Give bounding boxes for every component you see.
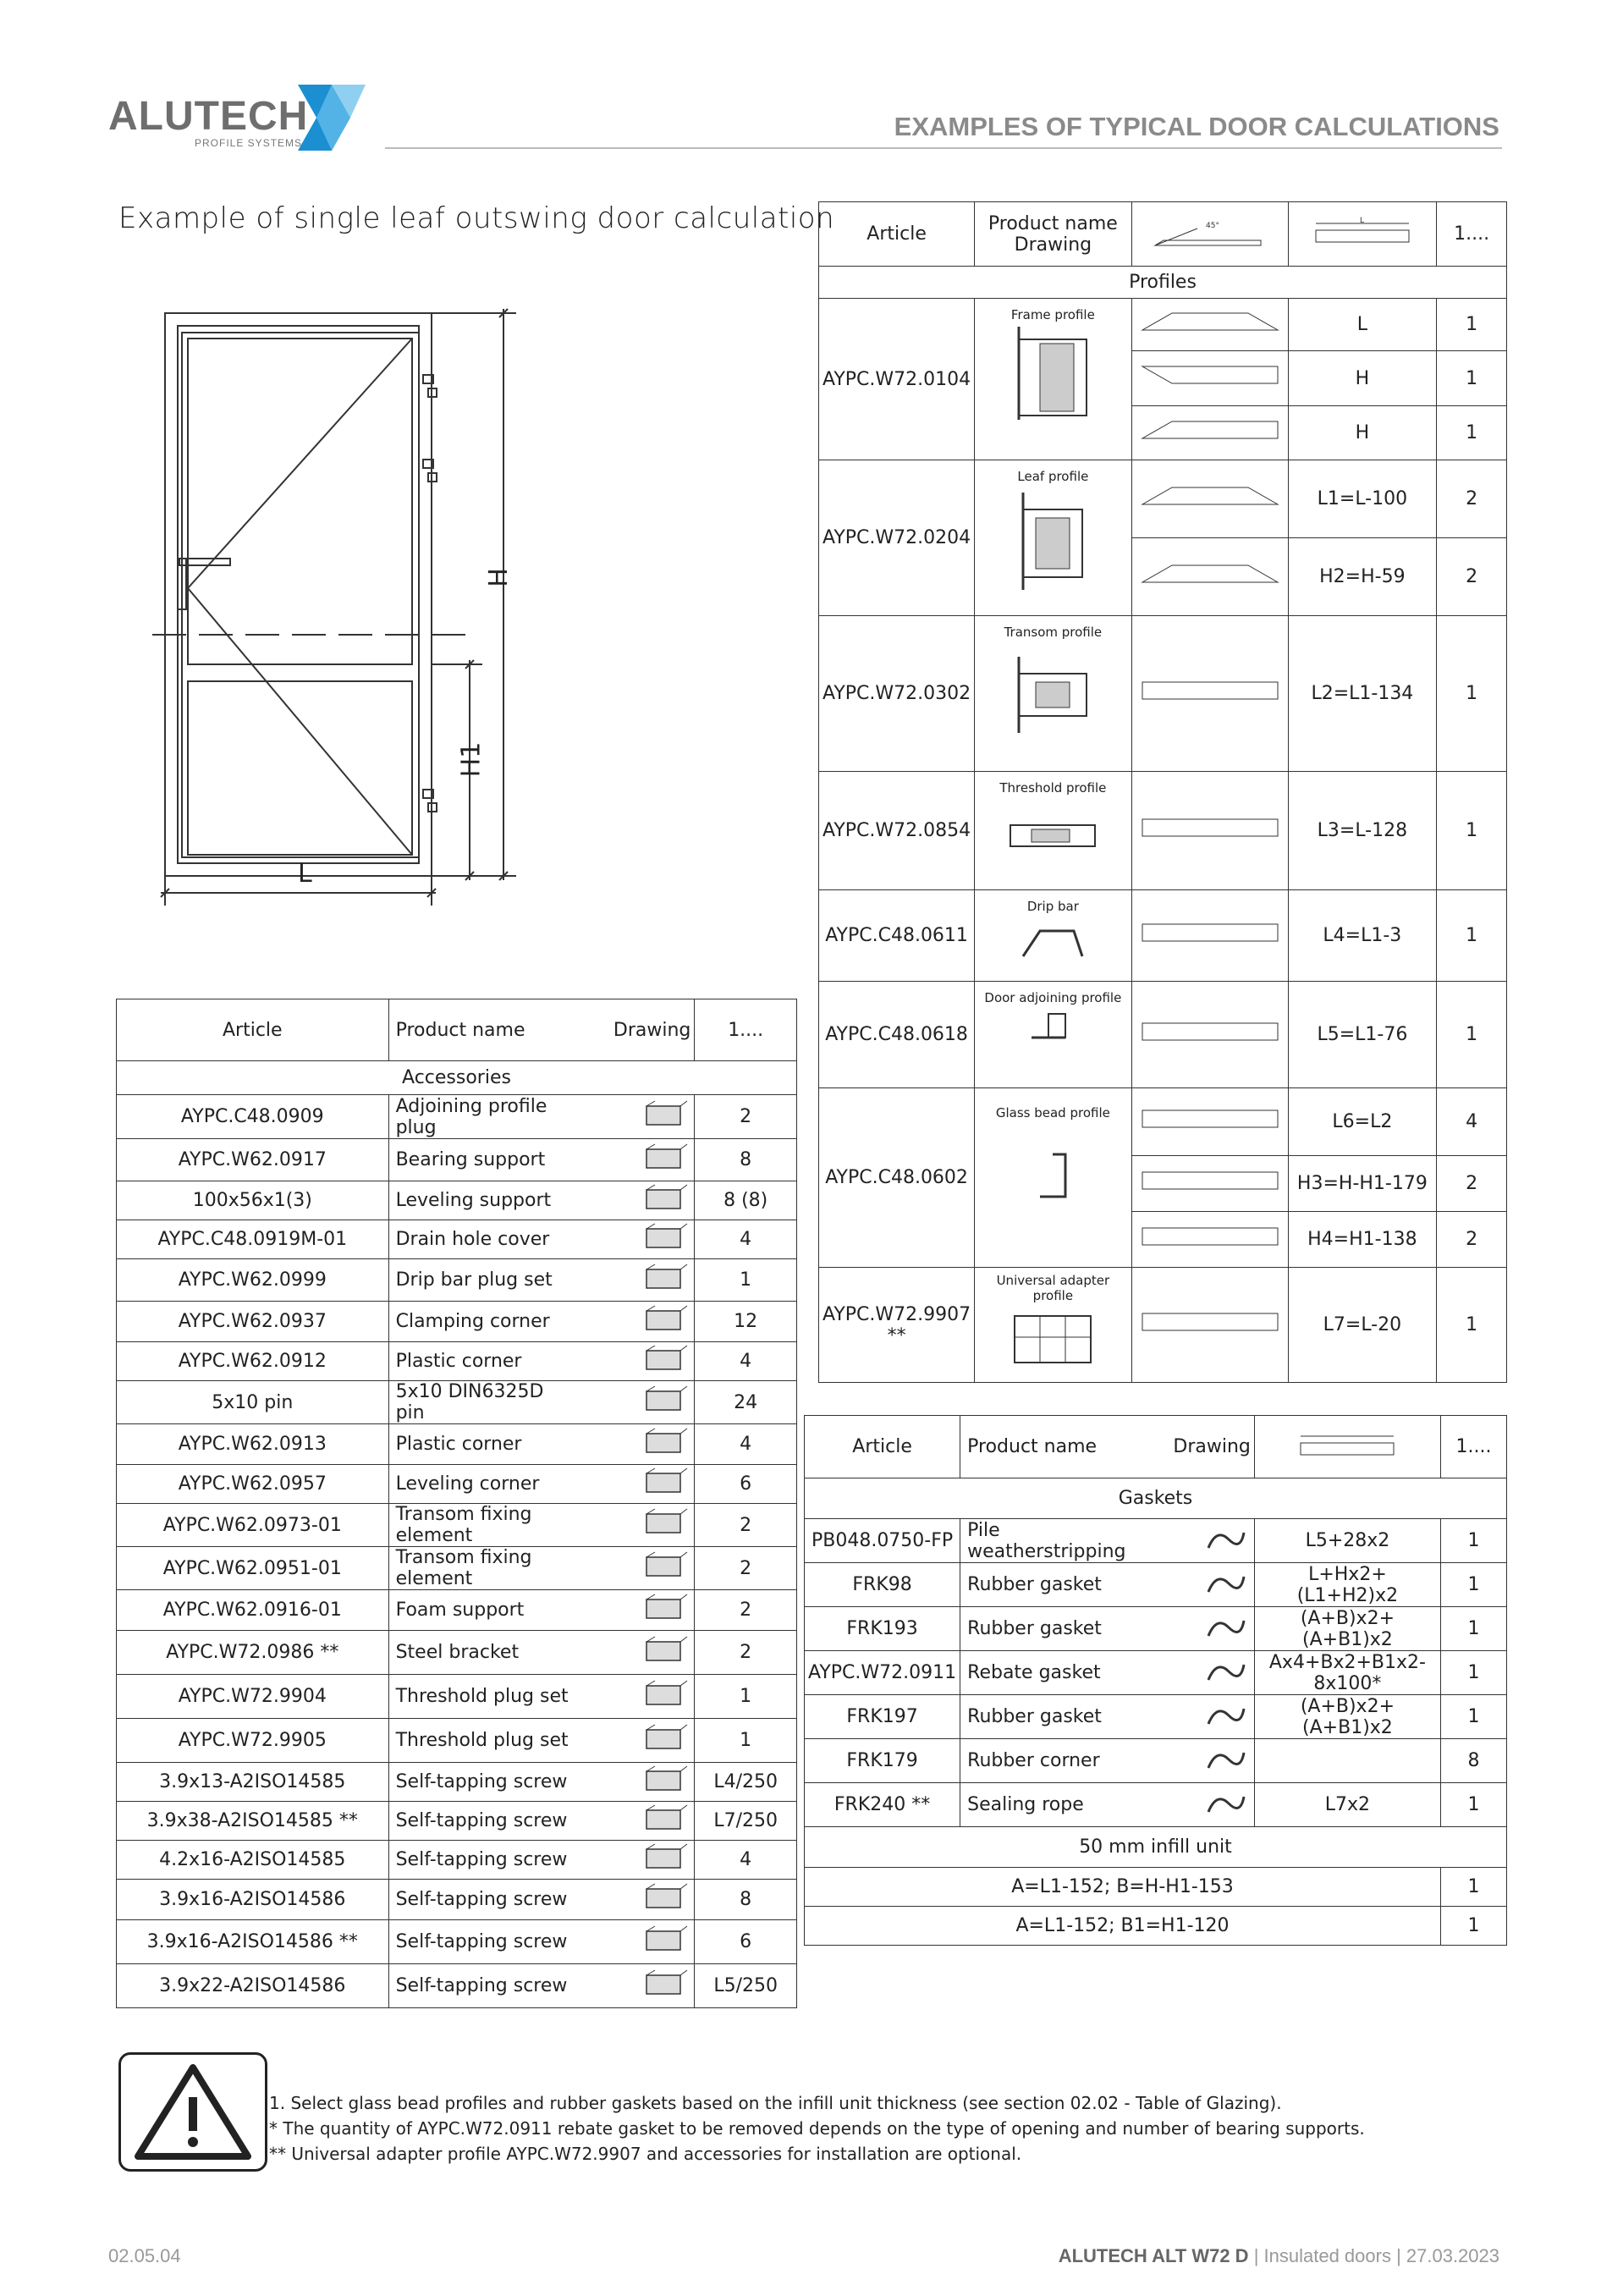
accessory-article: AYPC.W62.0999 xyxy=(117,1259,389,1302)
accessory-article: 5x10 pin xyxy=(117,1381,389,1424)
accessory-article: AYPC.W62.0937 xyxy=(117,1302,389,1342)
accessory-part-icon xyxy=(631,1550,690,1581)
accessory-row xyxy=(117,1631,797,1675)
cut-drawing-icon xyxy=(1138,922,1282,944)
accessory-part-icon xyxy=(631,1803,690,1834)
infill-dimensions: A=L1-152; B1=H1-120 xyxy=(805,1907,1441,1946)
accessory-row xyxy=(117,1259,797,1302)
footer-info: ALUTECH ALT W72 D | Insulated doors | 27.03.2023 xyxy=(1058,2245,1499,2266)
profile-cell: Leaf profile xyxy=(975,460,1131,616)
accessory-drawing xyxy=(581,1465,695,1504)
cut-drawing-icon xyxy=(1138,818,1282,840)
accessory-row xyxy=(117,1465,797,1504)
note-1: 1. Select glass bead profiles and rubber gaskets based on the infill unit thickness (see section 02.02 - Table of Glazing). xyxy=(269,2093,1282,2113)
leaf-profile-icon xyxy=(1006,484,1099,594)
accessory-drawing xyxy=(581,1095,695,1139)
accessory-name: Drip bar plug set xyxy=(388,1259,581,1302)
header-qty: 1.... xyxy=(1437,202,1507,267)
accessory-article: AYPC.W62.0913 xyxy=(117,1424,389,1465)
cut-drawing-icon xyxy=(1138,680,1282,702)
accessory-part-icon xyxy=(631,1765,690,1795)
accessory-name: 5x10 DIN6325D pin xyxy=(388,1381,581,1424)
accessory-qty: 12 xyxy=(695,1302,797,1342)
accessory-drawing xyxy=(581,1631,695,1675)
accessory-qty: 8 xyxy=(695,1139,797,1181)
accessory-name: Threshold plug set xyxy=(388,1675,581,1719)
profile-article: AYPC.W72.0302 xyxy=(819,616,975,772)
accessory-article: AYPC.W72.0986 ** xyxy=(117,1631,389,1675)
accessory-drawing xyxy=(581,1381,695,1424)
accessory-row xyxy=(117,1547,797,1590)
cut-qty: 1 xyxy=(1437,1268,1507,1383)
header-qty: 1.... xyxy=(1440,1416,1506,1478)
accessory-qty: L4/250 xyxy=(695,1763,797,1802)
accessory-row xyxy=(117,1920,797,1964)
accessory-name: Leveling support xyxy=(388,1181,581,1220)
accessory-name: Leveling corner xyxy=(388,1465,581,1504)
svg-text:45°: 45° xyxy=(1205,221,1219,230)
svg-text:L: L xyxy=(1359,216,1364,225)
note-3: ** Universal adapter profile AYPC.W72.9907 and accessories for installation are optional. xyxy=(269,2144,1022,2164)
accessory-row xyxy=(117,1964,797,2008)
accessory-row xyxy=(117,1841,797,1880)
accessory-article: AYPC.W62.0957 xyxy=(117,1465,389,1504)
cut-qty: 4 xyxy=(1437,1088,1507,1156)
gasket-row xyxy=(805,1739,1507,1783)
cut-drawing-icon xyxy=(1138,1312,1282,1334)
accessory-qty: 8 (8) xyxy=(695,1181,797,1220)
warning-icon xyxy=(121,2055,265,2169)
gasket-length: L5+28x2 xyxy=(1254,1519,1440,1563)
accessory-name: Threshold plug set xyxy=(388,1719,581,1763)
accessory-row xyxy=(117,1095,797,1139)
accessory-part-icon xyxy=(631,1427,690,1457)
profile-article: AYPC.C48.0611 xyxy=(819,890,975,982)
gasket-name: Rubber gasket xyxy=(960,1607,1130,1651)
profile-cell: Drip bar xyxy=(975,890,1131,982)
gasket-row xyxy=(805,1695,1507,1739)
section-gaskets: Gaskets xyxy=(805,1478,1507,1519)
accessory-qty: 1 xyxy=(695,1675,797,1719)
gasket-section-icon xyxy=(1200,1611,1251,1643)
gasket-length: L7x2 xyxy=(1254,1783,1440,1827)
gasket-qty: 1 xyxy=(1440,1695,1506,1739)
header-article: Article xyxy=(819,202,975,267)
accessory-row xyxy=(117,1802,797,1841)
accessory-part-icon xyxy=(631,1882,690,1913)
gasket-drawing xyxy=(1129,1783,1254,1827)
gasket-length: (A+B)x2+(A+B1)x2 xyxy=(1254,1607,1440,1651)
infill-qty: 1 xyxy=(1440,1868,1506,1907)
accessory-article: 100x56x1(3) xyxy=(117,1181,389,1220)
accessory-drawing xyxy=(581,1424,695,1465)
gasket-length: (A+B)x2+(A+B1)x2 xyxy=(1254,1695,1440,1739)
accessory-name: Self-tapping screw xyxy=(388,1880,581,1920)
accessory-name: Steel bracket xyxy=(388,1631,581,1675)
accessory-row xyxy=(117,1880,797,1920)
gasket-name: Pile weatherstripping xyxy=(960,1519,1130,1563)
accessory-row xyxy=(117,1424,797,1465)
cut-drawing-icon xyxy=(1138,1109,1282,1131)
gasket-drawing xyxy=(1129,1519,1254,1563)
notes xyxy=(269,2090,1365,2167)
page-title: EXAMPLES OF TYPICAL DOOR CALCULATIONS xyxy=(894,112,1499,141)
accessory-qty: 4 xyxy=(695,1841,797,1880)
accessory-article: 4.2x16-A2ISO14585 xyxy=(117,1841,389,1880)
dimension-h: H xyxy=(483,568,514,587)
accessory-drawing xyxy=(581,1880,695,1920)
gasket-row xyxy=(805,1519,1507,1563)
gasket-name: Rubber gasket xyxy=(960,1563,1130,1607)
cut-qty: 1 xyxy=(1437,890,1507,982)
cut-length: L2=L1-134 xyxy=(1288,616,1437,772)
accessory-part-icon xyxy=(631,1593,690,1623)
header-divider xyxy=(385,147,1502,149)
profile-article: AYPC.W72.0204 xyxy=(819,460,975,616)
gasket-name: Rubber corner xyxy=(960,1739,1130,1783)
accessory-drawing xyxy=(581,1920,695,1964)
accessory-drawing xyxy=(581,1590,695,1631)
gasket-drawing xyxy=(1129,1695,1254,1739)
header-drawing: Drawing xyxy=(581,999,695,1061)
gasket-article: AYPC.W72.0911 xyxy=(805,1651,960,1695)
profile-cell: Universal adapter profile xyxy=(975,1268,1131,1383)
accessory-drawing xyxy=(581,1302,695,1342)
gasket-name: Rubber gasket xyxy=(960,1695,1130,1739)
gasket-qty: 1 xyxy=(1440,1607,1506,1651)
accessory-drawing xyxy=(581,1841,695,1880)
drip-bar-icon xyxy=(1015,914,1091,965)
accessory-row xyxy=(117,1381,797,1424)
cut-qty: 2 xyxy=(1437,460,1507,538)
gasket-drawing xyxy=(1129,1563,1254,1607)
accessory-part-icon xyxy=(631,1635,690,1666)
accessory-qty: 1 xyxy=(695,1719,797,1763)
accessory-name: Plastic corner xyxy=(388,1342,581,1381)
accessory-part-icon xyxy=(631,1344,690,1374)
example-title: Example of single leaf outswing door calculation xyxy=(118,201,835,235)
accessory-part-icon xyxy=(631,1385,690,1415)
profile-article: AYPC.W72.0854 xyxy=(819,772,975,890)
accessory-drawing xyxy=(581,1964,695,2008)
gasket-section-icon xyxy=(1200,1787,1251,1819)
glass-bead-profile-icon xyxy=(1027,1120,1078,1205)
cut-drawing-icon xyxy=(1138,365,1282,387)
cut-length: L xyxy=(1288,299,1437,351)
accessory-name: Self-tapping screw xyxy=(388,1920,581,1964)
cut-length: L3=L-128 xyxy=(1288,772,1437,890)
accessory-qty: 8 xyxy=(695,1880,797,1920)
accessory-qty: 2 xyxy=(695,1095,797,1139)
page-number: 02.05.04 xyxy=(108,2245,181,2266)
gasket-qty: 1 xyxy=(1440,1519,1506,1563)
cut-length: L5=L1-76 xyxy=(1288,982,1437,1088)
accessory-part-icon xyxy=(631,1142,690,1173)
gasket-article: PB048.0750-FP xyxy=(805,1519,960,1563)
cut-drawing-icon xyxy=(1138,564,1282,586)
profiles-table xyxy=(818,201,1507,1383)
accessory-article: AYPC.C48.0909 xyxy=(117,1095,389,1139)
accessory-part-icon xyxy=(631,1507,690,1538)
cut-length: H4=H1-138 xyxy=(1288,1212,1437,1268)
header-cut-angle-drawing xyxy=(1131,202,1288,267)
profile-cell: Glass bead profile xyxy=(975,1088,1131,1268)
cut-drawing-icon xyxy=(1138,311,1282,333)
infill-dimensions: A=L1-152; B=H-H1-153 xyxy=(805,1868,1441,1907)
infill-title: 50 mm infill unit xyxy=(805,1827,1507,1868)
profile-cell: Threshold profile xyxy=(975,772,1131,890)
accessory-article: AYPC.W62.0916-01 xyxy=(117,1590,389,1631)
gasket-article: FRK98 xyxy=(805,1563,960,1607)
section-profiles: Profiles xyxy=(819,267,1507,299)
accessory-drawing xyxy=(581,1675,695,1719)
accessory-qty: 6 xyxy=(695,1920,797,1964)
cut-drawing-icon xyxy=(1138,1170,1282,1192)
accessory-drawing xyxy=(581,1181,695,1220)
gasket-section-icon xyxy=(1200,1655,1251,1687)
accessory-article: AYPC.W72.9904 xyxy=(117,1675,389,1719)
accessory-row xyxy=(117,1675,797,1719)
cut-length: H xyxy=(1288,351,1437,406)
cut-qty: 1 xyxy=(1437,406,1507,460)
cut-drawing-icon xyxy=(1138,1021,1282,1043)
accessory-drawing xyxy=(581,1220,695,1259)
accessory-qty: 6 xyxy=(695,1465,797,1504)
gasket-row xyxy=(805,1651,1507,1695)
accessory-article: 3.9x16-A2ISO14586 xyxy=(117,1880,389,1920)
infill-row xyxy=(805,1907,1507,1946)
header-article: Article xyxy=(117,999,389,1061)
accessory-drawing xyxy=(581,1504,695,1547)
infill-qty: 1 xyxy=(1440,1907,1506,1946)
gasket-qty: 1 xyxy=(1440,1783,1506,1827)
gasket-article: FRK240 ** xyxy=(805,1783,960,1827)
accessory-row xyxy=(117,1139,797,1181)
cut-qty: 2 xyxy=(1437,538,1507,616)
accessory-article: 3.9x38-A2ISO14585 ** xyxy=(117,1802,389,1841)
accessory-qty: L7/250 xyxy=(695,1802,797,1841)
accessory-name: Foam support xyxy=(388,1590,581,1631)
accessory-name: Clamping corner xyxy=(388,1302,581,1342)
accessory-qty: 4 xyxy=(695,1220,797,1259)
accessory-article: AYPC.W62.0951-01 xyxy=(117,1547,389,1590)
gasket-drawing xyxy=(1129,1739,1254,1783)
profile-article: AYPC.W72.0104 xyxy=(819,299,975,460)
profile-cell: Door adjoining profile xyxy=(975,982,1131,1088)
accessory-name: Self-tapping screw xyxy=(388,1802,581,1841)
header-length-drawing xyxy=(1288,202,1437,267)
gasket-length: Ax4+Bx2+B1x2-8x100* xyxy=(1254,1651,1440,1695)
accessory-part-icon xyxy=(631,1467,690,1497)
accessory-part-icon xyxy=(631,1183,690,1214)
cut-qty: 2 xyxy=(1437,1156,1507,1212)
gasket-article: FRK179 xyxy=(805,1739,960,1783)
threshold-profile-icon xyxy=(1006,796,1099,855)
accessory-row xyxy=(117,1590,797,1631)
cut-length: H3=H-H1-179 xyxy=(1288,1156,1437,1212)
cut-qty: 1 xyxy=(1437,772,1507,890)
gasket-article: FRK197 xyxy=(805,1695,960,1739)
transom-profile-icon xyxy=(1006,640,1099,741)
profile-article: AYPC.W72.9907 ** xyxy=(819,1268,975,1383)
accessory-article: AYPC.W72.9905 xyxy=(117,1719,389,1763)
cut-length: L6=L2 xyxy=(1288,1088,1437,1156)
cut-length: L7=L-20 xyxy=(1288,1268,1437,1383)
accessory-part-icon xyxy=(631,1723,690,1754)
note-2: * The quantity of AYPC.W72.0911 rebate gasket to be removed depends on the type of opening and number of bearing supports. xyxy=(269,2118,1365,2139)
cut-length: H xyxy=(1288,406,1437,460)
accessory-drawing xyxy=(581,1259,695,1302)
profile-cell: Frame profile xyxy=(975,299,1131,460)
logo-text: ALUTECH xyxy=(108,94,309,139)
accessory-row xyxy=(117,1719,797,1763)
header-product-name: Product name xyxy=(960,1416,1130,1478)
accessory-article: 3.9x16-A2ISO14586 ** xyxy=(117,1920,389,1964)
header-length-drawing xyxy=(1254,1416,1440,1478)
accessory-qty: 4 xyxy=(695,1342,797,1381)
gasket-row xyxy=(805,1563,1507,1607)
accessory-name: Adjoining profile plug xyxy=(388,1095,581,1139)
warning-box xyxy=(118,2052,267,2172)
accessory-row xyxy=(117,1181,797,1220)
cut-drawing-icon xyxy=(1138,486,1282,508)
accessory-drawing xyxy=(581,1719,695,1763)
header-product-name: Product name Drawing xyxy=(975,202,1131,267)
cut-length: L4=L1-3 xyxy=(1288,890,1437,982)
accessory-part-icon xyxy=(631,1304,690,1335)
profile-cell: Transom profile xyxy=(975,616,1131,772)
accessory-part-icon xyxy=(631,1924,690,1955)
door-adjoining-profile-icon xyxy=(1023,1005,1082,1048)
accessory-article: AYPC.C48.0919M-01 xyxy=(117,1220,389,1259)
accessory-article: 3.9x22-A2ISO14586 xyxy=(117,1964,389,2008)
infill-row xyxy=(805,1868,1507,1907)
cut-qty: 1 xyxy=(1437,982,1507,1088)
accessory-part-icon xyxy=(631,1099,690,1130)
dimension-l: L xyxy=(298,859,312,889)
header-product-name: Product name xyxy=(388,999,581,1061)
gasket-drawing xyxy=(1129,1651,1254,1695)
universal-adapter-profile-icon xyxy=(1006,1303,1099,1371)
cut-qty: 1 xyxy=(1437,616,1507,772)
accessory-part-icon xyxy=(631,1968,690,1999)
accessory-qty: 4 xyxy=(695,1424,797,1465)
cut-drawing-icon xyxy=(1138,1226,1282,1248)
accessory-drawing xyxy=(581,1139,695,1181)
accessory-name: Self-tapping screw xyxy=(388,1841,581,1880)
accessory-article: 3.9x13-A2ISO14585 xyxy=(117,1763,389,1802)
accessory-name: Self-tapping screw xyxy=(388,1964,581,2008)
gasket-qty: 1 xyxy=(1440,1651,1506,1695)
logo-subtitle: PROFILE SYSTEMS xyxy=(195,137,303,149)
accessory-qty: 2 xyxy=(695,1590,797,1631)
accessory-name: Drain hole cover xyxy=(388,1220,581,1259)
gasket-article: FRK193 xyxy=(805,1607,960,1651)
gasket-section-icon xyxy=(1200,1566,1251,1599)
accessory-article: AYPC.W62.0912 xyxy=(117,1342,389,1381)
accessory-row xyxy=(117,1504,797,1547)
gasket-section-icon xyxy=(1200,1522,1251,1555)
accessory-name: Self-tapping screw xyxy=(388,1763,581,1802)
cut-qty: 1 xyxy=(1437,299,1507,351)
accessory-row xyxy=(117,1342,797,1381)
cut-length: L1=L-100 xyxy=(1288,460,1437,538)
gasket-qty: 8 xyxy=(1440,1739,1506,1783)
door-drawing xyxy=(144,300,542,910)
header-article: Article xyxy=(805,1416,960,1478)
accessory-part-icon xyxy=(631,1679,690,1710)
header-drawing: Drawing xyxy=(1129,1416,1254,1478)
accessory-part-icon xyxy=(631,1263,690,1293)
gasket-drawing xyxy=(1129,1607,1254,1651)
accessory-qty: L5/250 xyxy=(695,1964,797,2008)
gasket-row xyxy=(805,1783,1507,1827)
accessory-drawing xyxy=(581,1342,695,1381)
cut-length: H2=H-59 xyxy=(1288,538,1437,616)
accessory-row xyxy=(117,1220,797,1259)
gasket-name: Sealing rope xyxy=(960,1783,1130,1827)
gasket-length: L+Hx2+(L1+H2)x2 xyxy=(1254,1563,1440,1607)
dimension-h1: H1 xyxy=(456,741,487,778)
accessory-row xyxy=(117,1302,797,1342)
accessory-name: Plastic corner xyxy=(388,1424,581,1465)
accessory-drawing xyxy=(581,1547,695,1590)
accessory-drawing xyxy=(581,1763,695,1802)
accessory-name: Bearing support xyxy=(388,1139,581,1181)
accessory-row xyxy=(117,1763,797,1802)
gasket-section-icon xyxy=(1200,1743,1251,1775)
accessory-drawing xyxy=(581,1802,695,1841)
accessory-article: AYPC.W62.0973-01 xyxy=(117,1504,389,1547)
gasket-qty: 1 xyxy=(1440,1563,1506,1607)
accessory-name: Transom fixing element xyxy=(388,1547,581,1590)
accessory-article: AYPC.W62.0917 xyxy=(117,1139,389,1181)
gasket-section-icon xyxy=(1200,1699,1251,1731)
accessories-table xyxy=(116,999,797,2008)
gasket-name: Rebate gasket xyxy=(960,1651,1130,1695)
profile-article: AYPC.C48.0618 xyxy=(819,982,975,1088)
profile-article: AYPC.C48.0602 xyxy=(819,1088,975,1268)
accessory-qty: 2 xyxy=(695,1547,797,1590)
section-accessories: Accessories xyxy=(117,1061,797,1095)
header-qty: 1.... xyxy=(695,999,797,1061)
gaskets-table xyxy=(804,1415,1507,1946)
accessory-qty: 1 xyxy=(695,1259,797,1302)
frame-profile-icon xyxy=(1006,322,1099,424)
cut-drawing-icon xyxy=(1138,420,1282,442)
gasket-row xyxy=(805,1607,1507,1651)
accessory-name: Transom fixing element xyxy=(388,1504,581,1547)
accessory-qty: 2 xyxy=(695,1631,797,1675)
accessory-qty: 2 xyxy=(695,1504,797,1547)
accessory-part-icon xyxy=(631,1222,690,1253)
accessory-part-icon xyxy=(631,1842,690,1873)
cut-qty: 2 xyxy=(1437,1212,1507,1268)
accessory-qty: 24 xyxy=(695,1381,797,1424)
gasket-length xyxy=(1254,1739,1440,1783)
cut-qty: 1 xyxy=(1437,351,1507,406)
